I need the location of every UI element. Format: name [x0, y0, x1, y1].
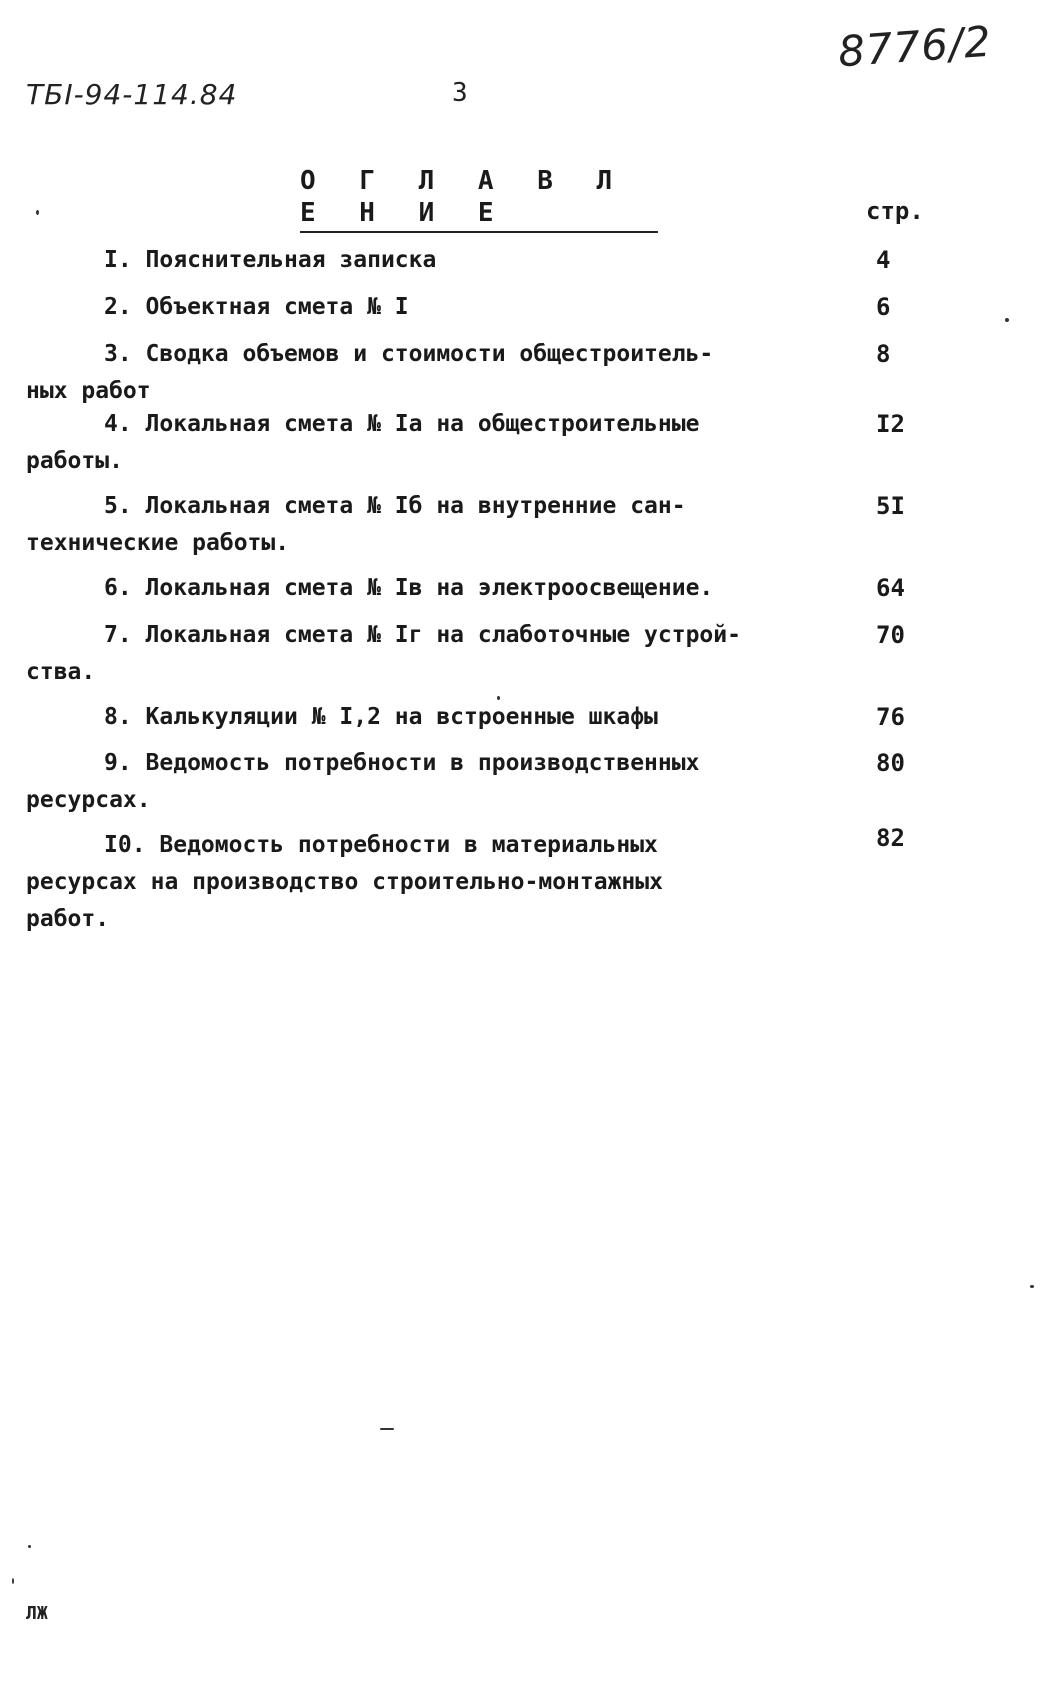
toc-entry: [26, 745, 816, 819]
toc-entry-text: I0. Ведомость потребности в материальных ресурсах на производство строительно-монтажных работ.: [26, 832, 663, 932]
toc-entry-page: 4: [876, 246, 891, 274]
toc-entry-text: 4. Локальная смета № Iа на общестроительные работы.: [26, 411, 700, 474]
scan-speck: [36, 210, 39, 215]
toc-entry-page: 80: [876, 749, 905, 777]
toc-entry: [26, 617, 816, 691]
toc-entry-page: 6: [876, 293, 891, 321]
toc-entry-text: 7. Локальная смета № Iг на слаботочные устрой- ства.: [26, 622, 741, 685]
document-code: ТБІ-94-114.84: [26, 78, 238, 111]
toc-entry-text: 2. Объектная смета № I: [104, 294, 409, 320]
scan-speck: [1030, 1285, 1034, 1288]
toc-entry-text: 6. Локальная смета № Iв на электроосвещение.: [104, 575, 714, 601]
toc-entry-page: 76: [876, 703, 905, 731]
toc-entry-page: 64: [876, 574, 905, 602]
scan-speck: [497, 696, 500, 700]
toc-entry: [26, 406, 816, 480]
handwritten-archive-number: 8776/2: [836, 16, 994, 77]
toc-entry-page: 82: [876, 824, 905, 852]
footer-initials: ЛЖ: [26, 1603, 48, 1624]
toc-entry-text: 5. Локальная смета № Iб на внутренние сан- технические работы.: [26, 493, 686, 556]
toc-entry-page: I2: [876, 410, 905, 438]
toc-title: О Г Л А В Л Е Н И Е: [300, 165, 658, 233]
toc-entry: [26, 289, 816, 326]
toc-entry-text: I. Пояснительная записка: [104, 247, 437, 273]
toc-entry-text: 9. Ведомость потребности в производственных ресурсах.: [26, 750, 700, 813]
page-number: 3: [452, 78, 468, 108]
toc-entry: [26, 699, 816, 736]
toc-entry: [26, 336, 816, 410]
scan-speck: [28, 1545, 31, 1548]
scan-speck: [1005, 318, 1009, 322]
toc-entry: [26, 827, 816, 938]
toc-entry-page: 5I: [876, 492, 905, 520]
page-column-label: стр.: [866, 197, 924, 225]
toc-entry-text: 3. Сводка объемов и стоимости общестроитель- ных работ: [26, 341, 714, 404]
toc-entry-page: 70: [876, 621, 905, 649]
toc-entry: [26, 242, 816, 279]
scan-speck: [12, 1578, 14, 1584]
scan-speck: [380, 1428, 394, 1430]
toc-entry: [26, 570, 816, 607]
toc-entry-text: 8. Калькуляции № I,2 на встроенные шкафы: [104, 704, 658, 730]
toc-entry-page: 8: [876, 340, 891, 368]
toc-entry: [26, 488, 816, 562]
